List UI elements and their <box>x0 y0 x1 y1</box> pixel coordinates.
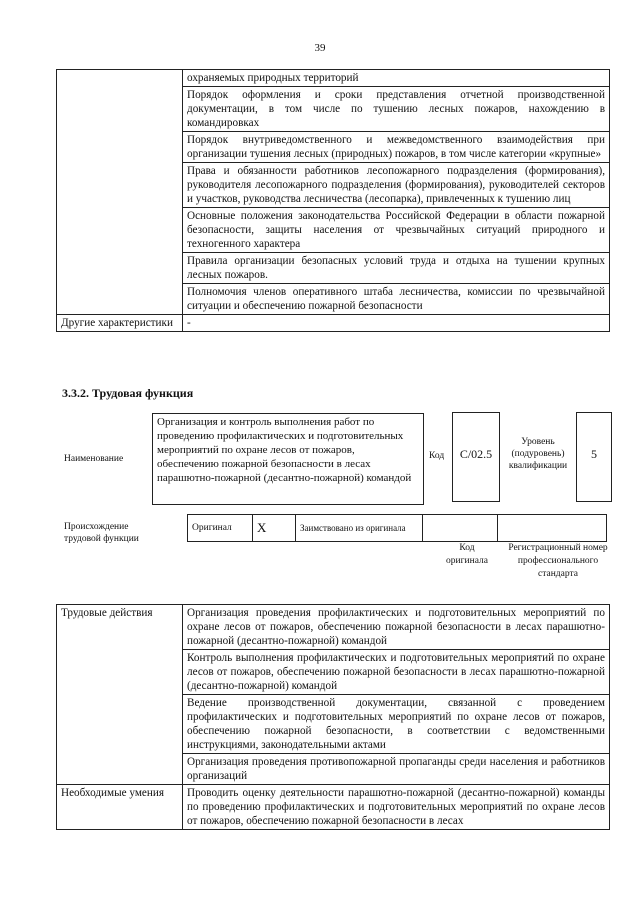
table-cell: Контроль выполнения профилактических и подготовительных мероприятий по охране лесов от пожаров, обеспечению пожарной безопасности в лесах парашютно-пожарной (десантно-пожарной) командой <box>183 650 610 695</box>
registration-number-caption: Регистрационный номер профессионального стандарта <box>508 543 608 579</box>
page-number: 39 <box>314 42 326 54</box>
table-cell: Ведение производственной документации, связанной с проведением профилактических и подготовительных мероприятий по охране лесов от пожаров, обеспечению пожарной безопасности, в соответствии с ведомственными инструкциями, законодательными актами <box>183 695 610 754</box>
original-code-cell <box>423 515 498 542</box>
qualification-level-label: Уровень (подуровень) квалификации <box>508 437 568 471</box>
table-cell: Проводить оценку деятельности парашютно-пожарной (десантно-пожарной) команды по проведению профилактических и подготовительных мероприятий по охране лесов от пожаров, обеспечению пожарной безопасности в лесах <box>183 785 610 830</box>
table-cell: Полномочия членов оперативного штаба лесничества, комиссии по чрезвычайной ситуации и обеспечению пожарной безопасности <box>183 284 610 315</box>
table-row <box>57 785 610 830</box>
table-cell: охраняемых природных территорий <box>183 70 610 87</box>
knowledge-table <box>56 69 610 332</box>
table-cell: Правила организации безопасных условий труда и отдыха на тушении крупных лесных пожаров. <box>183 253 610 284</box>
registration-number-cell <box>498 515 607 542</box>
code-label: Код <box>429 451 445 461</box>
labor-actions-label: Трудовые действия <box>57 605 183 785</box>
table-cell: Основные положения законодательства Российской Федерации в области пожарной безопасности, защиты населения от чрезвычайных ситуаций природного и техногенного характера <box>183 208 610 253</box>
table-row <box>57 315 610 332</box>
labor-actions-table <box>56 604 610 830</box>
table-row <box>57 605 610 650</box>
other-characteristics-value: - <box>183 315 610 332</box>
borrowed-label: Заимствовано из оригинала <box>296 515 423 542</box>
name-label: Наименование <box>64 454 124 464</box>
qualification-level-value: 5 <box>591 447 597 461</box>
original-label: Оригинал <box>188 515 253 542</box>
origin-table <box>187 514 607 542</box>
other-characteristics-label: Другие характеристики <box>57 315 183 332</box>
original-mark: X <box>253 515 296 542</box>
table-cell: Права и обязанности работников лесопожарного подразделения (формирования), руководителя лесопожарного подразделения (формирования), руководителей секторов и участков, руководства лесничества (лесопарка), привлеченных к тушению лиц <box>183 163 610 208</box>
origin-label: Происхождение трудовой функции <box>64 522 139 544</box>
table-cell: Порядок внутриведомственного и межведомственного взаимодействия при организации тушения лесных (природных) пожаров, в том числе категории «крупные» <box>183 132 610 163</box>
table-cell: Организация проведения противопожарной пропаганды среди населения и работников организаций <box>183 754 610 785</box>
original-code-caption: Код оригинала <box>446 543 488 566</box>
table-cell-empty <box>57 70 183 315</box>
section-heading: 3.3.2. Трудовая функция <box>62 386 194 400</box>
function-title: Организация и контроль выполнения работ по проведению профилактических и подготовительных мероприятий по охране лесов от пожаров, обеспечению пожарной безопасности в лесах парашютно-пожарной (десантно-пожарной) командой <box>157 416 412 484</box>
table-cell: Порядок оформления и сроки представления отчетной производственной документации, в том числе по тушению лесных пожаров, нахождению в командировках <box>183 87 610 132</box>
required-skills-label: Необходимые умения <box>57 785 183 830</box>
table-cell: Организация проведения профилактических и подготовительных мероприятий по охране лесов от пожаров, обеспечению пожарной безопасности в лесах парашютно-пожарной (десантно-пожарной) командой <box>183 605 610 650</box>
table-row <box>57 70 610 87</box>
table-row <box>188 515 607 542</box>
code-value: C/02.5 <box>459 447 493 461</box>
function-title-box <box>152 413 424 505</box>
